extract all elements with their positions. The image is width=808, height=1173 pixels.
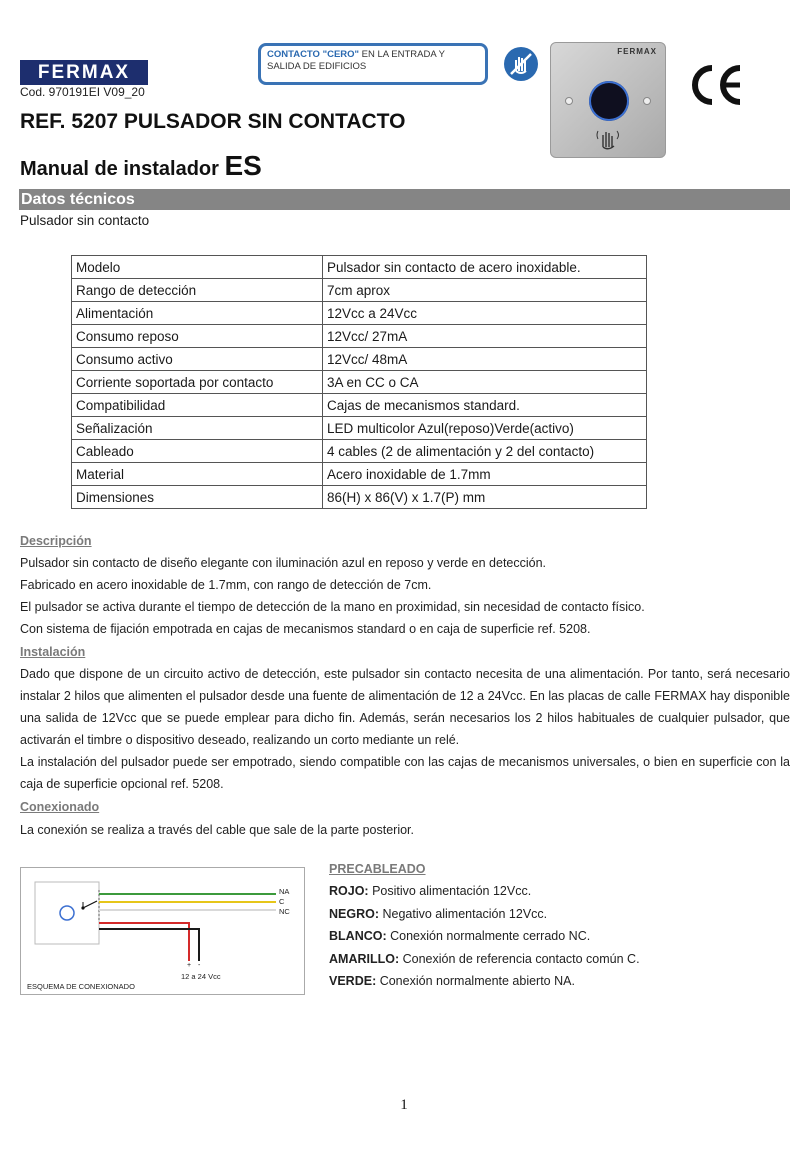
contact-zero-banner: [258, 43, 488, 85]
descripcion-text: [20, 552, 790, 640]
section-header: Datos técnicos: [19, 189, 790, 210]
descripcion-line: Fabricado en acero inoxidable de 1.7mm, con rango de detección de 7cm.: [20, 578, 432, 592]
diagram-caption: ESQUEMA DE CONEXIONADO: [27, 982, 135, 991]
push-button-box: [35, 882, 99, 944]
spec-label: Material: [72, 463, 323, 486]
no-touch-hand-icon: [504, 47, 538, 81]
spec-label: Dimensiones: [72, 486, 323, 509]
spec-label: Cableado: [72, 440, 323, 463]
fermax-logo: FERMAX: [20, 60, 148, 85]
descripcion-line: Pulsador sin contacto de diseño elegante con iluminación azul en reposo y verde en detección.: [20, 556, 547, 570]
list-item: [329, 948, 789, 971]
list-item: [329, 925, 789, 948]
spec-value: 4 cables (2 de alimentación y 2 del contacto): [323, 440, 647, 463]
table-row: [72, 463, 647, 486]
spec-value: Acero inoxidable de 1.7mm: [323, 463, 647, 486]
label-nc: NC: [279, 907, 290, 916]
spec-label: Consumo reposo: [72, 325, 323, 348]
wire-color-label: AMARILLO:: [329, 951, 400, 966]
spec-label: Corriente soportada por contacto: [72, 371, 323, 394]
screw-icon: [643, 97, 651, 105]
spec-label: Compatibilidad: [72, 394, 323, 417]
table-row: [72, 348, 647, 371]
spec-value: LED multicolor Azul(reposo)Verde(activo): [323, 417, 647, 440]
specs-table: [71, 255, 647, 509]
descripcion-heading: Descripción: [20, 534, 92, 548]
spec-value: 12Vcc/ 27mA: [323, 325, 647, 348]
table-row: [72, 394, 647, 417]
conexionado-text: La conexión se realiza a través del cable que sale de la parte posterior.: [20, 823, 414, 837]
spec-value: 7cm aprox: [323, 279, 647, 302]
wire-color-label: ROJO:: [329, 884, 369, 898]
spec-value: 12Vcc/ 48mA: [323, 348, 647, 371]
descripcion-line: Con sistema de fijación empotrada en cajas de mecanismos standard o en caja de superficie ref. 5208.: [20, 622, 591, 636]
ce-mark: [688, 62, 744, 108]
table-row: [72, 256, 647, 279]
wire-description: Negativo alimentación 12Vcc.: [379, 906, 548, 921]
instalacion-heading: Instalación: [20, 645, 86, 659]
spec-label: Alimentación: [72, 302, 323, 325]
spec-value: 3A en CC o CA: [323, 371, 647, 394]
device-photo: [550, 42, 666, 158]
device-brand-label: FERMAX: [617, 47, 657, 56]
instalacion-paragraph: La instalación del pulsador puede ser empotrado, siendo compatible con las cajas de mecanismos universales, o bien en superficie con la caja de superficie opcional ref. 5208.: [20, 755, 790, 791]
instalacion-text: [20, 663, 790, 795]
page-title: REF. 5207 PULSADOR SIN CONTACTO: [20, 110, 406, 133]
wire-description: Conexión normalmente abierto NA.: [376, 974, 575, 988]
precableado-heading: PRECABLEADO: [329, 862, 426, 876]
instalacion-paragraph: Dado que dispone de un circuito activo de detección, este pulsador sin contacto necesita de una alimentación. Por tanto, será necesario instalar 2 hilos que alimenten el pulsador desde una fuente de alimentación de 12 a 24Vcc. En las placas de calle FERMAX hay disponible una salida de 12Vcc que se puede emplear para dicho fin. Además, serán necesarios los 2 hilos habituales de cualquier pulsador, que activarán el timbre o dispositivo deseado, realizando un corto mediante un relé.: [20, 667, 790, 747]
spec-value: 12Vcc a 24Vcc: [323, 302, 647, 325]
wire-description: Positivo alimentación 12Vcc.: [368, 884, 532, 898]
wire-color-label: NEGRO:: [329, 906, 379, 921]
table-row: [72, 417, 647, 440]
wire-description: Conexión normalmente cerrado NC.: [386, 929, 591, 943]
hand-wave-icon: [595, 125, 623, 151]
section-intro: Pulsador sin contacto: [20, 213, 150, 228]
table-row: [72, 279, 647, 302]
spec-label: Modelo: [72, 256, 323, 279]
label-na: NA: [279, 887, 290, 896]
page-subtitle: [20, 150, 262, 182]
spec-label: Señalización: [72, 417, 323, 440]
spec-value: 86(H) x 86(V) x 1.7(P) mm: [323, 486, 647, 509]
banner-highlight: CONTACTO "CERO": [267, 49, 360, 60]
spec-label: Consumo activo: [72, 348, 323, 371]
list-item: [329, 903, 789, 926]
precableado-list: [329, 858, 789, 993]
sensor-ring-icon: [589, 81, 629, 121]
label-c: C: [279, 897, 285, 906]
wire-color-label: BLANCO:: [329, 929, 387, 943]
document-code: Cod. 970191EI V09_20: [20, 85, 145, 99]
conexionado-heading: Conexionado: [20, 800, 100, 814]
label-minus: -: [198, 962, 201, 969]
table-row: [72, 440, 647, 463]
subtitle-text: Manual de instalador: [20, 158, 225, 180]
spec-value: Pulsador sin contacto de acero inoxidable.: [323, 256, 647, 279]
descripcion-line: El pulsador se activa durante el tiempo de detección de la mano en proximidad, sin necesidad de contacto físico.: [20, 600, 645, 614]
wire-black: [99, 929, 199, 961]
table-row: [72, 325, 647, 348]
spec-value: Cajas de mecanismos standard.: [323, 394, 647, 417]
wire-color-label: VERDE:: [329, 974, 377, 988]
banner-text: EN LA ENTRADA Y SALIDA DE EDIFICIOS: [267, 49, 445, 72]
table-row: [72, 371, 647, 394]
list-item: [329, 970, 789, 993]
screw-icon: [565, 97, 573, 105]
voltage-label: 12 a 24 Vcc: [181, 972, 221, 981]
label-plus: +: [187, 962, 192, 969]
list-item: [329, 880, 789, 903]
spec-label: Rango de detección: [72, 279, 323, 302]
wire-description: Conexión de referencia contacto común C.: [399, 951, 640, 966]
language-code: ES: [224, 150, 262, 181]
table-row: [72, 486, 647, 509]
table-row: [72, 302, 647, 325]
page-number: 1: [400, 1097, 408, 1113]
sensor-icon: [60, 906, 74, 920]
wiring-diagram: [20, 867, 305, 995]
